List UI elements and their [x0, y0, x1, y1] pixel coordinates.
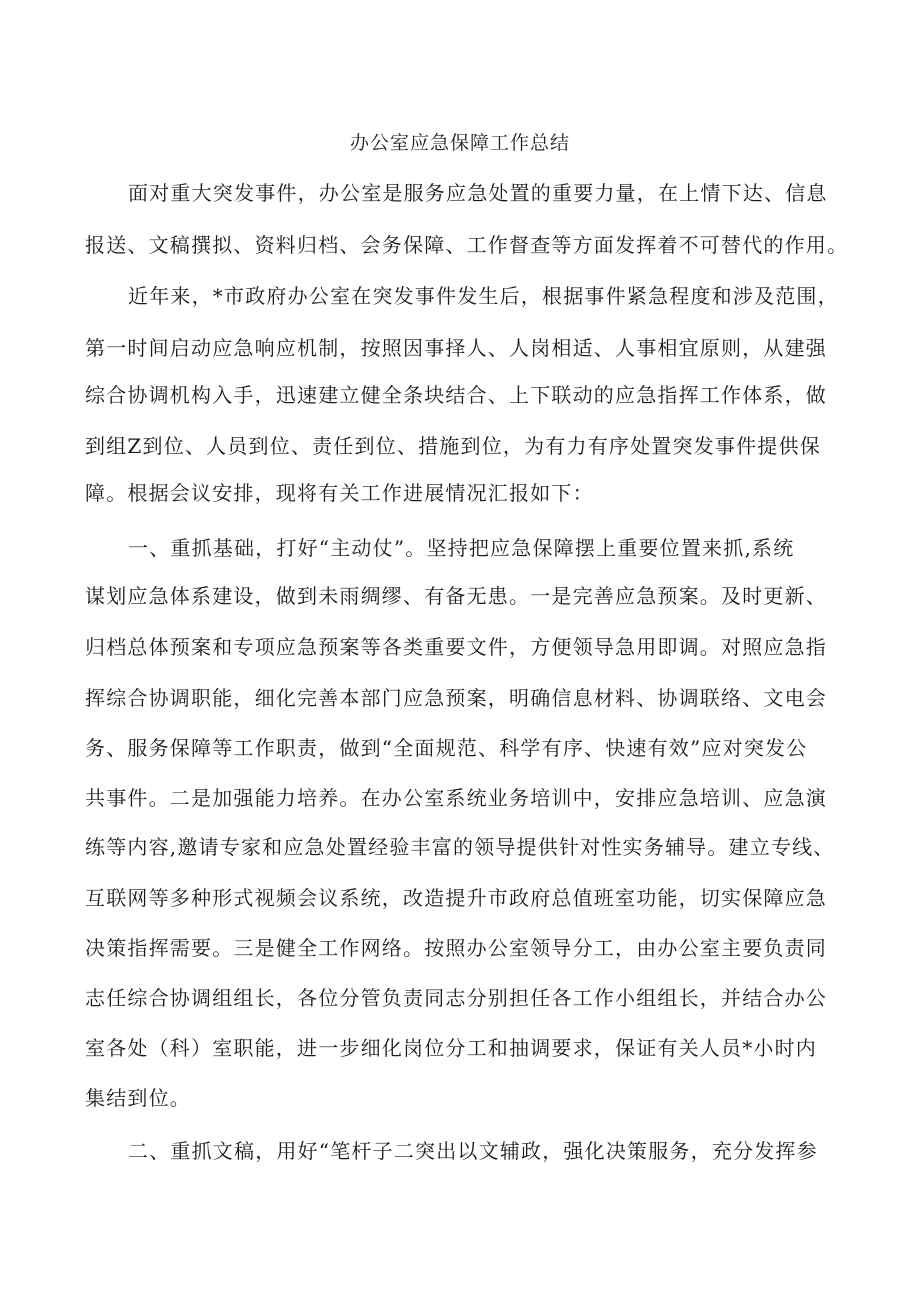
paragraph-3-line-4: 挥综合协调职能，细化完善本部门应急预案，明确信息材料、协调联络、文电会 — [85, 686, 827, 710]
paragraph-2-line-2: 第一时间启动应急响应机制，按照因事择人、人岗相适、人事相宜原则，从建强 — [85, 336, 827, 360]
paragraph-4-line-1: 二、重抓文稿，用好“笔杆子二突出以文辅政，强化决策服务，充分发挥参 — [128, 1139, 818, 1163]
paragraph-3-line-10: 志任综合协调组组长，各位分管负责同志分别担任各工作小组组长，并结合办公 — [85, 986, 827, 1010]
paragraph-3-line-5: 务、服务保障等工作职责，做到“全面规范、科学有序、快速有效”应对突发公 — [85, 736, 808, 760]
paragraph-3-line-6: 共事件。二是加强能力培养。在办公室系统业务培训中，安排应急培训、应急演 — [85, 786, 827, 810]
paragraph-3-line-8: 互联网等多种形式视频会议系统，改造提升市政府总值班室功能，切实保障应急 — [85, 886, 827, 910]
paragraph-1-line-1: 面对重大突发事件，办公室是服务应急处置的重要力量，在上情下达、信息 — [128, 181, 828, 205]
paragraph-3-line-12: 集结到位。 — [85, 1086, 191, 1110]
paragraph-3-line-2: 谋划应急体系建设，做到未雨绸缪、有备无患。一是完善应急预案。及时更新、 — [85, 584, 827, 608]
paragraph-2-line-3: 综合协调机构入手，迅速建立健全条块结合、上下联动的应急指挥工作体系，做 — [85, 383, 827, 407]
document-title: 办公室应急保障工作总结 — [349, 132, 570, 154]
paragraph-3-line-11: 室各处（科）室职能，进一步细化岗位分工和抽调要求，保证有关人员*小时内 — [85, 1036, 817, 1060]
paragraph-3-line-9: 决策指挥需要。三是健全工作网络。按照办公室领导分工，由办公室主要负责同 — [85, 936, 827, 960]
paragraph-3-line-7: 练等内容,邀请专家和应急处置经验丰富的领导提供针对性实务辅导。建立专线、 — [85, 835, 835, 859]
paragraph-2-line-1: 近年来，*市政府办公室在突发事件发生后，根据事件紧急程度和涉及范围， — [128, 284, 839, 308]
paragraph-3-line-1: 一、重抓基础，打好“主动仗”。坚持把应急保障摆上重要位置来抓,系统 — [128, 536, 795, 560]
paragraph-2-line-5: 障。根据会议安排，现将有关工作进展情况汇报如下： — [85, 481, 594, 505]
paragraph-3-line-3: 归档总体预案和专项应急预案等各类重要文件，方便领导急用即调。对照应急指 — [85, 635, 827, 659]
paragraph-2-line-4: 到组Z到位、人员到位、责任到位、措施到位，为有力有序处置突发事件提供保 — [85, 434, 821, 458]
paragraph-1-line-2: 报送、文稿撰拟、资料归档、会务保障、工作督查等方面发挥着不可替代的作用。 — [85, 233, 849, 257]
